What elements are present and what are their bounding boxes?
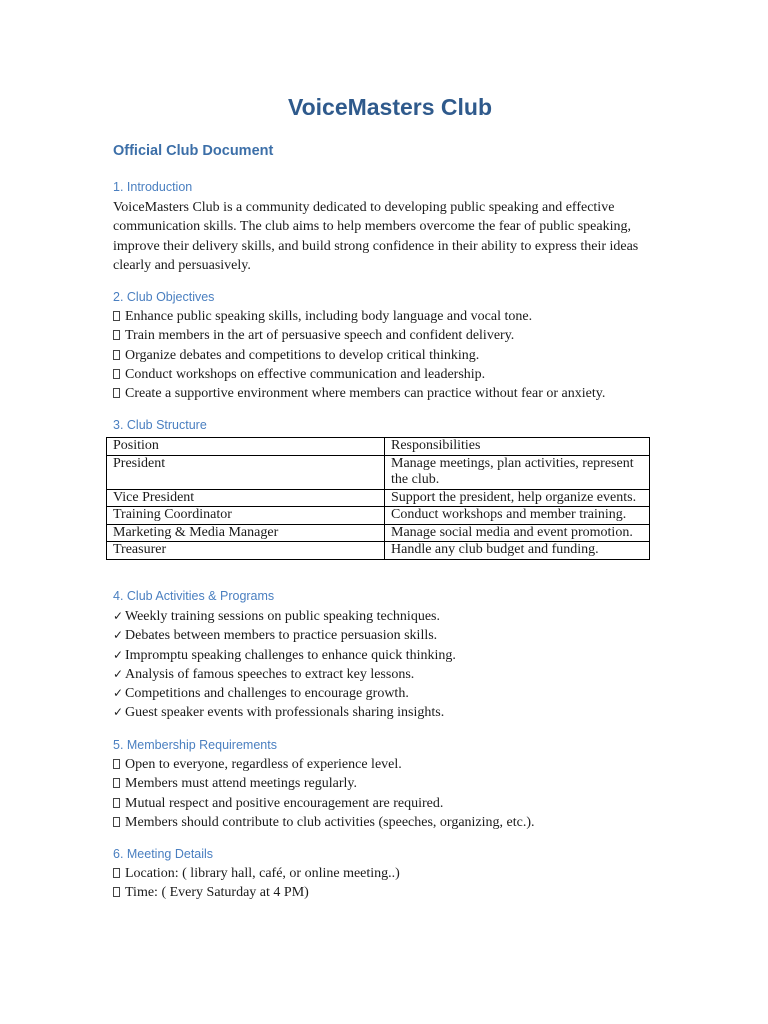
list-item: Time: ( Every Saturday at 4 PM) <box>113 883 673 902</box>
structure-heading: 3. Club Structure <box>113 418 207 432</box>
table-row <box>107 507 650 525</box>
missing-glyph-box-icon <box>113 798 120 808</box>
table-row <box>107 455 650 489</box>
list-item: Members must attend meetings regularly. <box>113 774 673 793</box>
membership-heading: 5. Membership Requirements <box>113 738 277 752</box>
objectives-list <box>113 307 673 403</box>
checkmark-icon: ✓ <box>113 686 124 701</box>
list-item: Organize debates and competitions to develop critical thinking. <box>113 346 673 365</box>
missing-glyph-box-icon <box>113 350 120 360</box>
table-row <box>107 542 650 560</box>
position-cell: Treasurer <box>107 542 385 560</box>
responsibilities-cell: Manage social media and event promotion. <box>385 524 650 542</box>
missing-glyph-box-icon <box>113 778 120 788</box>
checkmark-icon: ✓ <box>113 705 124 720</box>
list-item: ✓ Analysis of famous speeches to extract key lessons. <box>113 665 673 684</box>
position-cell: Vice President <box>107 489 385 507</box>
responsibilities-cell: Support the president, help organize events. <box>385 489 650 507</box>
list-item: Open to everyone, regardless of experience level. <box>113 755 673 774</box>
list-item: ✓ Impromptu speaking challenges to enhance quick thinking. <box>113 646 673 665</box>
structure-table <box>106 437 650 560</box>
position-cell: Training Coordinator <box>107 507 385 525</box>
list-item: Train members in the art of persuasive speech and confident delivery. <box>113 326 673 345</box>
list-item: Create a supportive environment where members can practice without fear or anxiety. <box>113 384 673 403</box>
list-item: Members should contribute to club activities (speeches, organizing, etc.). <box>113 813 673 832</box>
membership-list <box>113 755 673 832</box>
responsibilities-cell: Manage meetings, plan activities, represent the club. <box>385 455 650 489</box>
responsibilities-cell: Conduct workshops and member training. <box>385 507 650 525</box>
missing-glyph-box-icon <box>113 369 120 379</box>
list-item: ✓ Competitions and challenges to encourage growth. <box>113 684 673 703</box>
list-item: Conduct workshops on effective communication and leadership. <box>113 365 673 384</box>
list-item: ✓ Guest speaker events with professionals sharing insights. <box>113 703 673 722</box>
missing-glyph-box-icon <box>113 887 120 897</box>
missing-glyph-box-icon <box>113 759 120 769</box>
table-row <box>107 489 650 507</box>
checkmark-icon: ✓ <box>113 666 124 681</box>
introduction-text: VoiceMasters Club is a community dedicated to developing public speaking and effective communication skills. The club aims to help members overcome the fear of public speaking, improve their delivery skills, and build strong confidence in their ability to express their ideas clearly and persuasively. <box>113 200 639 273</box>
list-item: ✓ Weekly training sessions on public speaking techniques. <box>113 607 673 626</box>
meeting-heading: 6. Meeting Details <box>113 847 214 861</box>
table-header-row <box>107 438 650 456</box>
introduction-heading: 1. Introduction <box>113 180 193 194</box>
list-item: Mutual respect and positive encouragement are required. <box>113 794 673 813</box>
document-title: VoiceMasters Club <box>287 94 493 120</box>
activities-list <box>113 607 673 723</box>
checkmark-icon: ✓ <box>113 628 124 643</box>
list-item: Enhance public speaking skills, including body language and vocal tone. <box>113 307 673 326</box>
position-cell: Marketing & Media Manager <box>107 524 385 542</box>
missing-glyph-box-icon <box>113 388 120 398</box>
missing-glyph-box-icon <box>113 311 120 321</box>
missing-glyph-box-icon <box>113 817 120 827</box>
document-subtitle: Official Club Document <box>113 143 274 159</box>
table-row <box>107 524 650 542</box>
responsibilities-cell: Handle any club budget and funding. <box>385 542 650 560</box>
list-item: Location: ( library hall, café, or online meeting..) <box>113 864 673 883</box>
column-header-responsibilities: Responsibilities <box>385 438 650 456</box>
missing-glyph-box-icon <box>113 868 120 878</box>
checkmark-icon: ✓ <box>113 647 124 662</box>
position-cell: President <box>107 455 385 489</box>
checkmark-icon: ✓ <box>113 609 124 623</box>
list-item: ✓ Debates between members to practice persuasion skills. <box>113 626 673 645</box>
objectives-heading: 2. Club Objectives <box>113 290 215 304</box>
meeting-list <box>113 864 673 903</box>
activities-heading: 4. Club Activities & Programs <box>113 589 275 603</box>
column-header-position: Position <box>107 438 385 456</box>
missing-glyph-box-icon <box>113 330 120 340</box>
